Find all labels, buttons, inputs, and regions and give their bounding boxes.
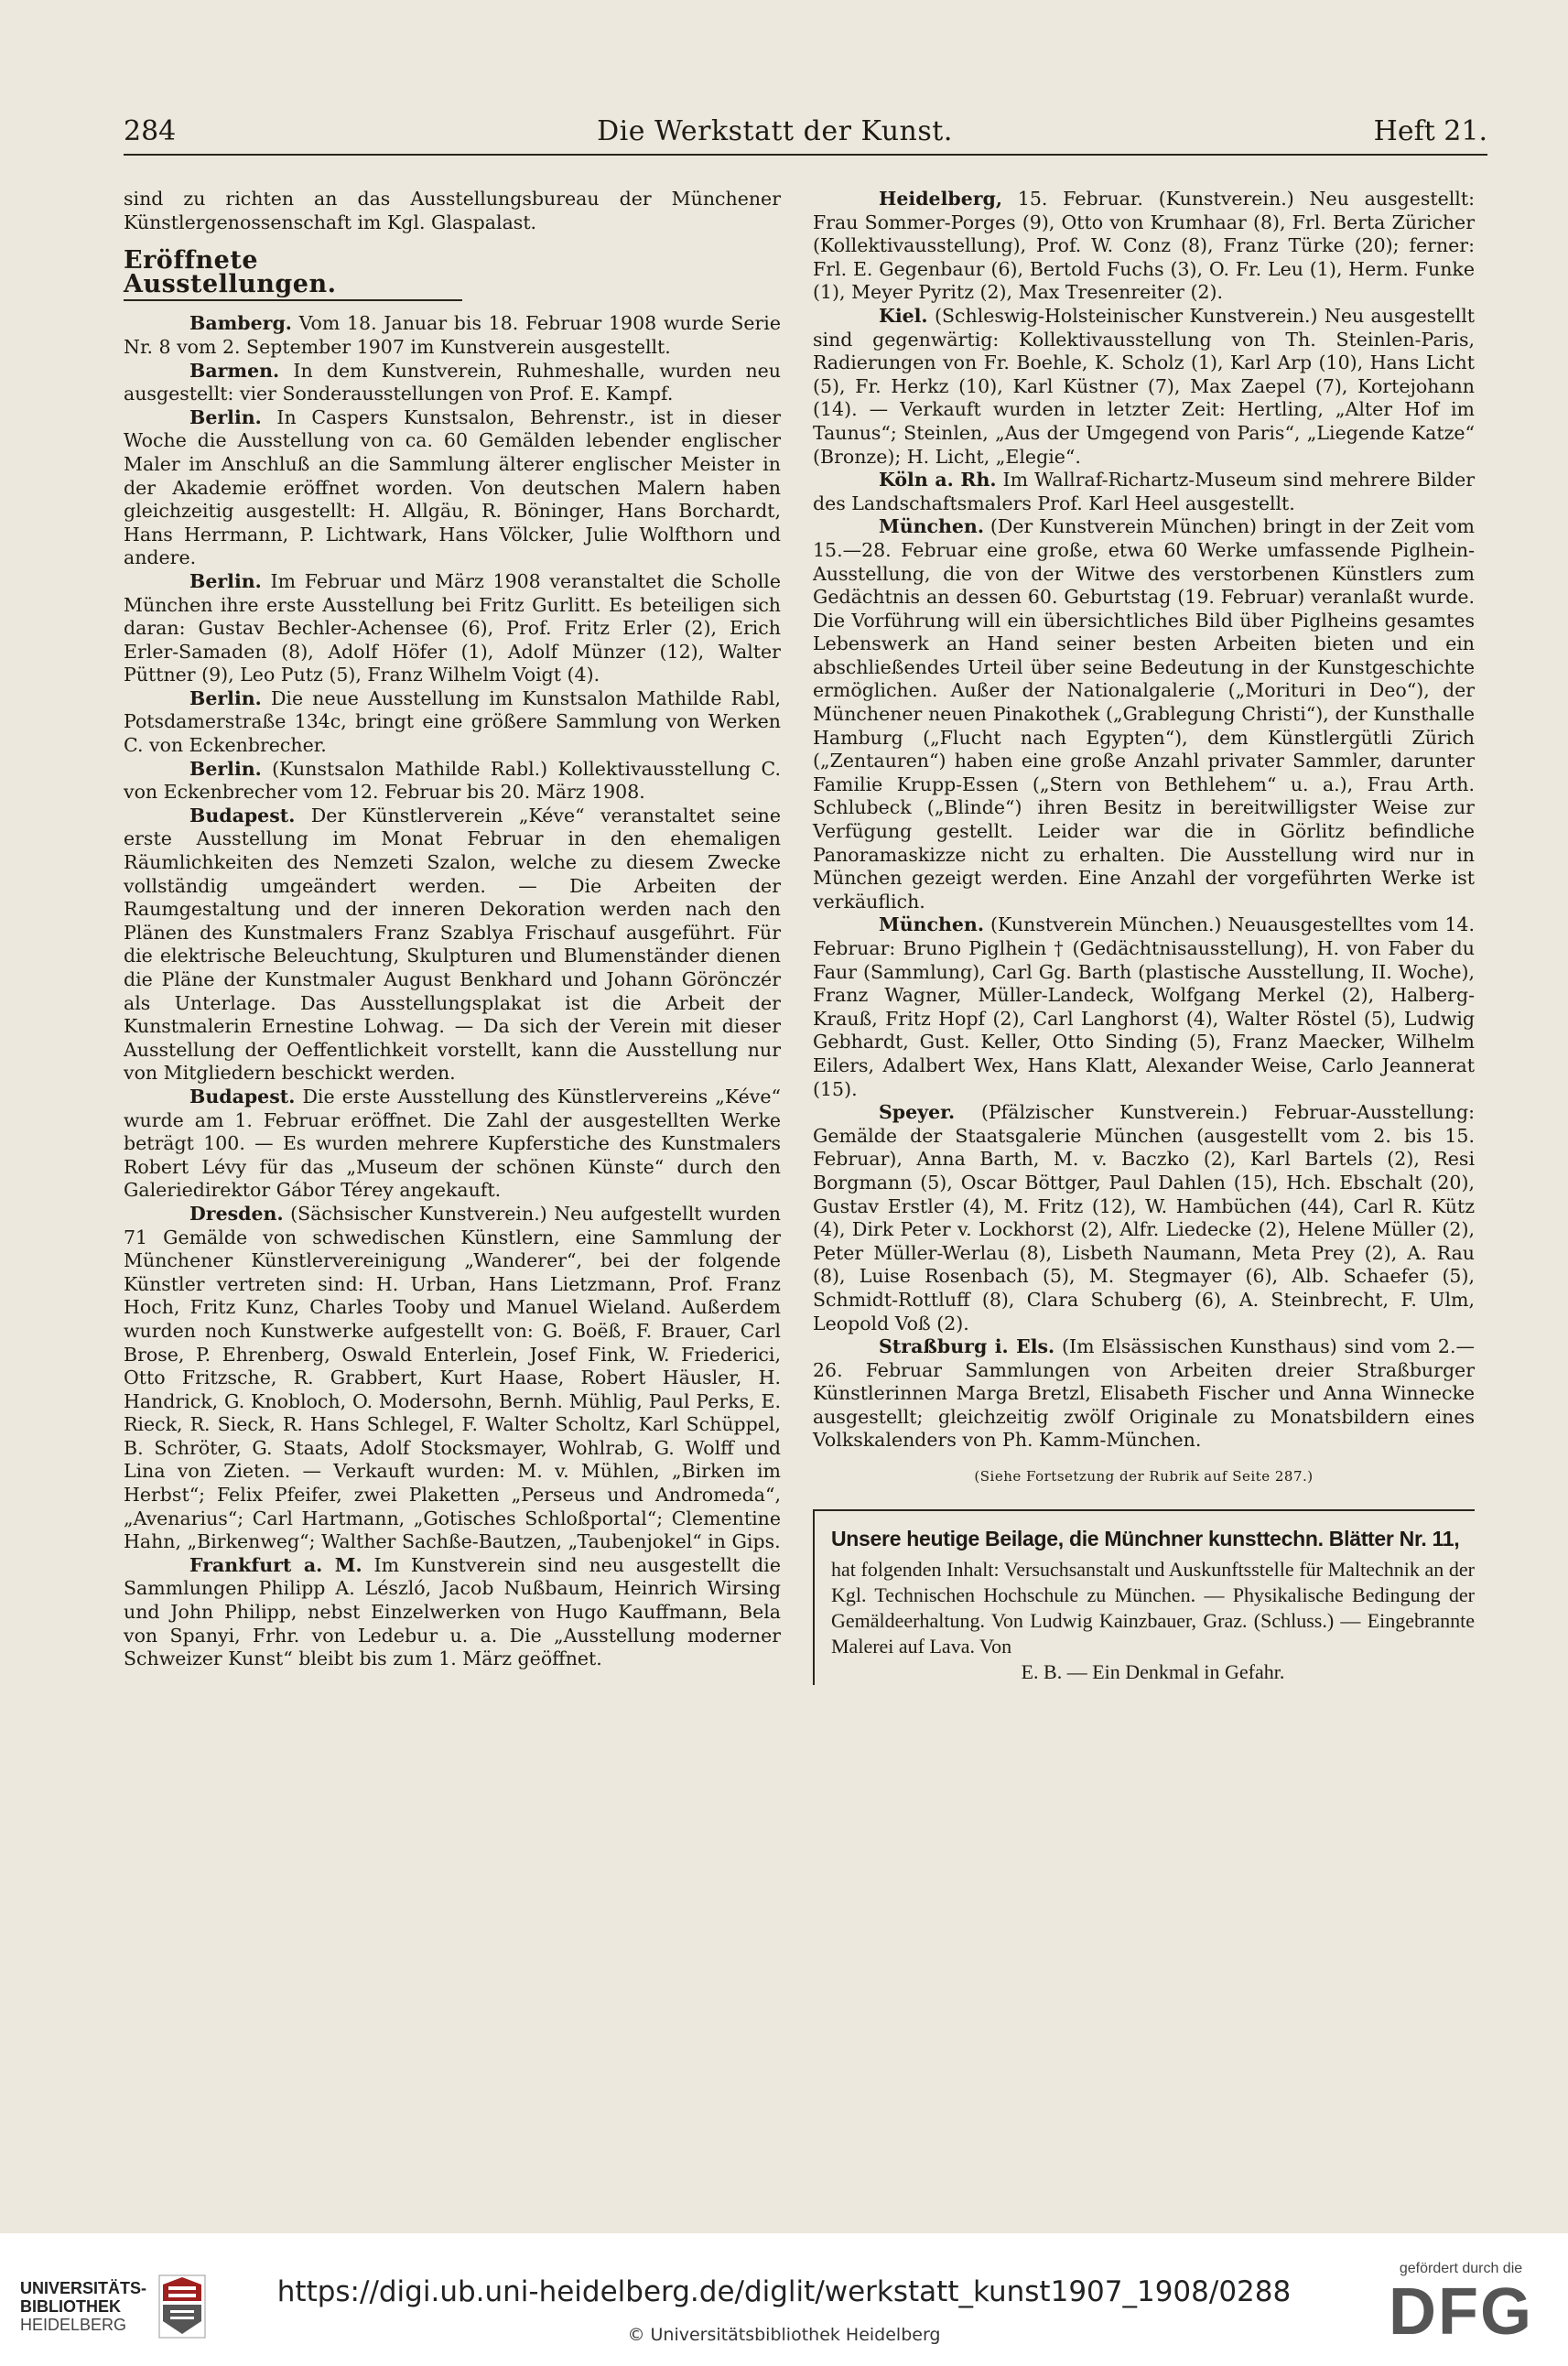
entry-text: (Sächsischer Kunstverein.) Neu aufgestellt wurden 71 Gemälde von schwedischen Künstlern, eine Sammlung der Münchener Künstlervereinigung „Wanderer“, bei der folgende Künstler vertreten sind: H. Urban, Hans Lietzmann, Prof. Franz Hoch, Fritz Kunz, Charles Tooby und Manuel Wieland. Außerdem wurden noch Kunstwerke aufgestellt von: G. Boëß, F. Brauer, Carl Brose, P. Ehrenberg, Oswald Enterlein, Josef Fink, W. Friederici, Otto Fritzsche, R. Grabbert, Kurt Haase, Robert Häusler, H. Handrick, G. Knobloch, O. Modersohn, Bernh. Mühlig, Paul Perks, E. Rieck, R. Sieck, R. Hans Schlegel, F. Walter Scholtz, Karl Schüppel, B. Schröter, G. Staats, Adolf Stocksmayer, Wohlrab, G. Wolff und Lina von Zieten. — Verkauft wurden: M. v. Mühlen, „Birken im Herbst“; Felix Pfeifer, zwei Plaketten „Perseus und Andromeda“, „Avenarius“; Carl Hartmann, „Gotisches Schloßportal“; Clementine Hahn, „Birkenweg“; Walther Sachße-Bautzen, „Taubenjokel“ in Gips. (124, 1202, 781, 1553)
right-column (813, 188, 1475, 1685)
supplement-heading: Unsere heutige Beilage, die Münchner kunsttechn. Blätter Nr. 11, (831, 1526, 1460, 1550)
entry-place: Berlin. (189, 405, 262, 428)
entry-text: Im Februar und März 1908 veranstaltet die Scholle München ihre erste Ausstellung bei Fritz Gurlitt. Es beteiligen sich daran: Gustav Bechler-Achensee (6), Prof. Fritz Erler (2), Erich Erler-Samaden (8), Adolf Höfer (1), Adolf Münzer (12), Walter Püttner (9), Leo Putz (5), Franz Wilhelm Voigt (4). (124, 569, 781, 686)
exhibition-entry (124, 360, 781, 406)
supplement-notice (813, 1509, 1475, 1685)
entry-place: Bamberg. (189, 312, 292, 335)
exhibition-entry (124, 570, 781, 687)
intro-paragraph: sind zu richten an das Ausstellungsbureau der Münchener Künstlergenossenschaft im Kgl. Glaspalast. (124, 188, 781, 233)
permalink-link[interactable]: https://digi.ub.uni-heidelberg.de/diglit/werkstatt_kunst1907_1908/0288 (276, 2275, 1292, 2308)
entry-place: Frankfurt a. M. (189, 1553, 362, 1576)
exhibition-entry (124, 312, 781, 359)
running-header (124, 108, 1487, 154)
exhibition-entry (124, 1203, 781, 1554)
entry-place: Köln a. Rh. (879, 469, 997, 492)
journal-title: Die Werkstatt der Kunst. (597, 114, 953, 147)
left-entries (124, 312, 781, 1670)
library-name: UNIVERSITÄTS- BIBLIOTHEK HEIDELBERG (20, 2279, 147, 2334)
supplement-text-end: E. B. — Ein Denkmal in Gefahr. (1021, 1659, 1285, 1683)
entry-text: (Der Kunstverein München) bringt in der Zeit vom 15.—28. Februar eine große, etwa 60 Werke umfassende Piglhein-Ausstellung, die von der Witwe des verstorbenen Künstlers zum Gedächtnis an dessen 60. Geburtstag (19. Februar) veranlaßt wurde. Die Vorführung will ein übersichtliches Bild über Piglheins gesamtes Lebenswerk an Hand seiner besten Arbeiten bieten und ein abschließendes Urteil über seine Bedeutung in der Kunstgeschichte ermöglichen. Außer der Nationalgalerie („Morituri in Deo“), der Münchener neuen Pinakothek („Grablegung Christi“), der Kunsthalle Hamburg („Flucht nach Egypten“), dem Künstlergütli Zürich („Zentauren“) haben eine große Anzahl privater Sammler, darunter Familie Krupp-Essen („Stern von Bethlehem“ u. a.), Frau Arth. Schlubeck („Blinde“) ihren Besitz in bereitwilligster Weise zur Verfügung gestellt. Leider war die in Görlitz befindliche Panoramaskizze nicht zu erhalten. Die Ausstellung wird nur in München gezeigt werden. Eine Anzahl der vorgeführten Werke ist verkäuflich. (813, 515, 1475, 913)
exhibition-entry (813, 913, 1475, 1101)
entry-place: Berlin. (189, 569, 262, 592)
supplement-text: hat folgenden Inhalt: Versuchsanstalt und Auskunftsstelle für Maltechnik an der Kgl. Technischen Hochschule zu München. — Physikalische Bedingung der Gemäldeerhaltung. Von Ludwig Kainzbauer, Graz. (Schluss.) — Eingebrannte Malerei auf Lava. Von (831, 1557, 1475, 1658)
section-title: Eröffnete Ausstellungen. (124, 249, 462, 301)
entry-place: München. (879, 515, 984, 538)
entry-text: Die neue Ausstellung im Kunstsalon Mathilde Rabl, Potsdamerstraße 134c, bringt eine größere Sammlung von Werken C. von Eckenbrecher. (124, 686, 781, 757)
exhibition-entry (124, 406, 781, 570)
entry-text: (Schleswig-Holsteinischer Kunstverein.) Neu ausgestellt sind gegenwärtig: Kollektivausstellung von Th. Steinlen-Paris, Radierungen von Fr. Boehle, K. Scholz (1), Karl Arp (10), Hans Licht (5), Fr. Herkz (10), Karl Küstner (7), Max Zaepel (7), Kortejohann (14). — Verkauft wurden in letzter Zeit: Hertling, „Alter Hof im Taunus“; Steinlen, „Aus der Umgegend von Paris“, „Liegende Katze“ (Bronze); H. Licht, „Elegie“. (813, 304, 1475, 468)
permalink[interactable] (0, 2275, 1568, 2308)
entry-text: Der Künstlerverein „Kéve“ veranstaltet seine erste Ausstellung im Monat Februar in den ehemaligen Räumlichkeiten des Nemzeti Szalon, welche zu diesem Zwecke vollständig umgeändert werden. — Die Arbeiten der Raumgestaltung und der inneren Dekoration werden nach den Plänen des Kunstmalers Franz Szablya Frischauf ausgeführt. Für die elektrische Beleuchtung, Skulpturen und Blumenständer dienen die Pläne der Kunstmaler August Benkhard und Johann Görönczér als Unterlage. Das Ausstellungsplakat ist die Arbeit der Kunstmalerin Ernestine Lohwag. — Da sich der Verein mit dieser Ausstellung der Oeffentlichkeit vorstellt, kann die Ausstellung nur von Mitgliedern beschickt werden. (124, 804, 781, 1085)
entry-place: Dresden. (189, 1202, 284, 1225)
entry-place: Budapest. (189, 804, 296, 826)
exhibition-entry (813, 469, 1475, 515)
entry-text: Die erste Ausstellung des Künstlervereins „Kéve“ wurde am 1. Februar eröffnet. Die Zahl der ausgestellten Werke beträgt 100. — Es wurden mehrere Kupferstiche des Kunstmalers Robert Lévy für das „Museum der schönen Künste“ durch den Galeriedirektor Gábor Térey angekauft. (124, 1085, 781, 1202)
entry-place: Heidelberg, (879, 188, 1003, 210)
entry-text: (Pfälzischer Kunstverein.) Februar-Ausstellung: Gemälde der Staatsgalerie München (ausgestellt vom 2. bis 15. Februar), Anna Barth, M. v. Baczko (2), Karl Bartels (2), Resi Borgmann (5), Oscar Böttger, Paul Dahlen (15), Hch. Ebschalt (20), Gustav Erstler (4), M. Fritz (12), W. Hambüchen (44), Carl R. Kütz (4), Dirk Peter v. Lockhorst (2), Alfr. Liedecke (2), Helene Müller (2), Peter Müller-Werlau (8), Lisbeth Naumann, Meta Prey (2), A. Rau (8), Luise Rosenbach (5), M. Stegmayer (6), Alb. Schaefer (5), Schmidt-Rottluff (8), Clara Schuberg (6), A. Steinbrecht, F. Ulm, Leopold Voß (2). (813, 1101, 1475, 1334)
entry-place: Barmen. (189, 359, 280, 382)
exhibition-entry (813, 515, 1475, 913)
footer-bar (0, 2233, 1568, 2366)
page-number: 284 (124, 114, 177, 147)
header-rule (124, 154, 1487, 156)
entry-place: Speyer. (879, 1101, 956, 1124)
copyright-text: © Universitätsbibliothek Heidelberg (627, 2325, 941, 2345)
dfg-wordmark: DFG (1389, 2275, 1533, 2349)
exhibition-entry (124, 805, 781, 1086)
funded-by-label: gefördert durch die (1399, 2261, 1523, 2276)
exhibition-entry (813, 1335, 1475, 1453)
copyright-notice (0, 2325, 1568, 2345)
entry-place: Berlin. (189, 686, 262, 709)
exhibition-entry (124, 1086, 781, 1203)
exhibition-entry (813, 1101, 1475, 1335)
entry-text: In Caspers Kunstsalon, Behrenstr., ist in dieser Woche die Ausstellung von ca. 60 Gemälden lebender englischer Maler im Anschluß an die Sammlung älterer englischer Meister in der Akademie eröffnet worden. Von deutschen Malern haben gleichzeitig ausgestellt: H. Allgäu, R. Böninger, Hans Borchardt, Hans Herrmann, P. Lichtwark, Hans Völcker, Julie Wolfthorn und andere. (124, 405, 781, 569)
issue-number: Heft 21. (1373, 114, 1487, 147)
entry-text: Im Wallraf-Richartz-Museum sind mehrere Bilder des Landschaftsmalers Prof. Karl Heel ausgestellt. (813, 469, 1475, 514)
entry-text: 15. Februar. (Kunstverein.) Neu ausgestellt: Frau Sommer-Porges (9), Otto von Krumhaar (8), Frl. Berta Züricher (Kollektivausstellung), Prof. W. Conz (8), Franz Türke (20); ferner: Frl. E. Gegenbaur (6), Bertold Fuchs (3), O. Fr. Leu (1), Herm. Funke (1), Meyer Pyritz (2), Max Tresenreiter (2). (813, 188, 1475, 304)
entry-place: Straßburg i. Els. (879, 1335, 1055, 1358)
exhibition-entry (813, 188, 1475, 305)
left-column (124, 188, 781, 1671)
entry-place: Kiel. (879, 304, 928, 327)
exhibition-entry (124, 1554, 781, 1671)
dfg-logo[interactable] (1389, 2261, 1533, 2349)
entry-text: (Kunstsalon Mathilde Rabl.) Kollektivausstellung C. von Eckenbrecher vom 12. Februar bis 20. März 1908. (124, 757, 781, 804)
right-entries (813, 188, 1475, 1453)
entry-text: In dem Kunstverein, Ruhmeshalle, wurden neu ausgestellt: vier Sonderausstellungen von Prof. E. Kampf. (124, 359, 781, 405)
entry-text: (Im Elsässischen Kunsthaus) sind vom 2.—26. Februar Sammlungen von Arbeiten dreier Straßburger Künstlerinnen Marga Bretzl, Elisabeth Fischer und Anna Winnecke ausgestellt; gleichzeitig zwölf Originale zu Monatsbildern eines Volkskalenders von Ph. Kamm-München. (813, 1335, 1475, 1452)
entry-place: Budapest. (189, 1085, 296, 1107)
continuation-note: (Siehe Fortsetzung der Rubrik auf Seite 287.) (974, 1468, 1314, 1486)
entry-place: München. (879, 913, 984, 936)
exhibition-entry (124, 758, 781, 805)
entry-text: Vom 18. Januar bis 18. Februar 1908 wurde Serie Nr. 8 vom 2. September 1907 im Kunstverein ausgestellt. (124, 312, 781, 358)
exhibition-entry (813, 305, 1475, 469)
entry-text: Im Kunstverein sind neu ausgestellt die Sammlungen Philipp A. Lészló, Jacob Nußbaum, Heinrich Wirsing und John Philipp, nebst Einzelwerken von Hugo Kauffmann, Bela von Spanyi, Frhr. von Ledebur u. a. Die „Ausstellung moderner Schweizer Kunst“ bleibt bis zum 1. März geöffnet. (124, 1553, 781, 1670)
exhibition-entry (124, 687, 781, 758)
entry-text: (Kunstverein München.) Neuausgestelltes vom 14. Februar: Bruno Piglhein † (Gedächtnisausstellung), H. von Faber du Faur (Sammlung), Carl Gg. Barth (plastische Ausstellung, II. Woche), Franz Wagner, Müller-Landeck, Wolfgang Merkel (2), Halberg-Krauß, Fritz Hopf (2), Carl Langhorst (4), Walter Röstel (5), Ludwig Gebhardt, Gust. Keller, Otto Sinding (5), Franz Maecker, Wilhelm Eilers, Adalbert Wex, Hans Klatt, Alexander Weise, Carlo Jeannerat (15). (813, 913, 1475, 1100)
entry-place: Berlin. (189, 757, 262, 780)
